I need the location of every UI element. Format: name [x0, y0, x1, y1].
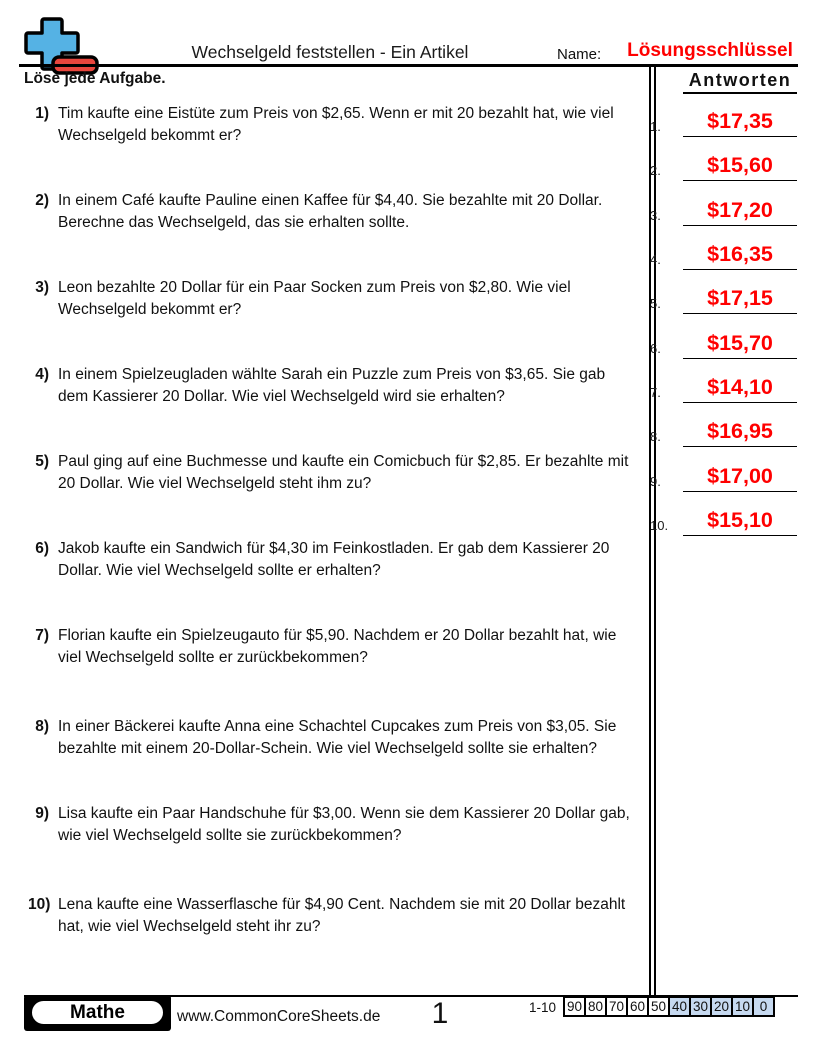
score-cell: 80 [584, 996, 607, 1017]
score-cell: 20 [710, 996, 733, 1017]
question-7 [28, 625, 640, 668]
name-label: Name: [557, 46, 602, 63]
answer-row-7 [645, 367, 800, 403]
answer-row-2 [645, 145, 800, 181]
answer-value: $15,60 [683, 153, 797, 181]
question-6 [28, 538, 640, 581]
question-1 [28, 103, 640, 146]
score-grid [563, 996, 775, 1017]
answer-row-8 [645, 411, 800, 447]
question-text: In einer Bäckerei kaufte Anna eine Schachtel Cupcakes zum Preis von $3,05. Sie bezahlte mit einem 20-Dollar-Schein. Wie viel Wechselgeld sollte sie erhalten? [58, 718, 617, 757]
question-number: 3) [35, 279, 49, 296]
answer-row-6 [645, 323, 800, 359]
answer-value: $17,00 [683, 464, 797, 492]
question-5 [28, 451, 640, 494]
question-text: Florian kaufte ein Spielzeugauto für $5,90. Nachdem er 20 Dollar bezahlt hat, wie viel Wechselgeld sollte er zurückbekommen? [58, 627, 617, 666]
answer-number: 4. [650, 252, 661, 267]
question-number: 6) [35, 540, 49, 557]
question-number: 4) [35, 366, 49, 383]
question-number: 10) [28, 896, 51, 913]
score-row-label: 1-10 [529, 1000, 557, 1015]
answer-number: 6. [650, 341, 661, 356]
answer-value: $15,10 [683, 508, 797, 536]
question-number: 1) [35, 105, 49, 122]
answers-heading: Antworten [683, 70, 797, 94]
question-text: In einem Spielzeugladen wählte Sarah ein Puzzle zum Preis von $3,65. Sie gab dem Kassierer 20 Dollar. Wie viel Wechselgeld wird sie erhalten? [58, 366, 606, 405]
answer-number: 8. [650, 429, 661, 444]
answer-row-5 [645, 278, 800, 314]
answer-row-10 [645, 500, 800, 536]
question-number: 2) [35, 192, 49, 209]
answer-number: 7. [650, 385, 661, 400]
subject-badge [24, 995, 171, 1031]
answer-value: $17,35 [683, 109, 797, 137]
website-url: www.CommonCoreSheets.de [177, 1008, 381, 1025]
question-10 [28, 894, 640, 937]
question-number: 8) [35, 718, 49, 735]
question-text: Tim kaufte eine Eistüte zum Preis von $2,65. Wenn er mit 20 bezahlt hat, wie viel Wechselgeld bekommt er? [58, 105, 614, 144]
plus-minus-logo-icon [20, 16, 102, 78]
answer-number: 10. [650, 518, 669, 533]
question-text: Paul ging auf eine Buchmesse und kaufte ein Comicbuch für $2,85. Er bezahlte mit 20 Dollar. Wie viel Wechselgeld steht ihm zu? [58, 453, 629, 492]
answer-number: 3. [650, 208, 661, 223]
question-text: Lena kaufte eine Wasserflasche für $4,90 Cent. Nachdem sie mit 20 Dollar bezahlt hat, wie viel Wechselgeld steht ihr zu? [58, 896, 626, 935]
answer-row-9 [645, 456, 800, 492]
question-number: 5) [35, 453, 49, 470]
question-2 [28, 190, 640, 233]
answer-number: 2. [650, 163, 661, 178]
answer-row-4 [645, 234, 800, 270]
question-text: Jakob kaufte ein Sandwich für $4,30 im Feinkostladen. Er gab dem Kassierer 20 Dollar. Wie viel Wechselgeld sollte er erhalten? [58, 540, 610, 579]
answer-value: $17,20 [683, 198, 797, 226]
question-number: 9) [35, 805, 49, 822]
question-number: 7) [35, 627, 49, 644]
score-cell: 50 [647, 996, 670, 1017]
question-3 [28, 277, 640, 320]
score-cell: 90 [563, 996, 586, 1017]
score-cell: 0 [752, 996, 775, 1017]
answer-value: $16,95 [683, 419, 797, 447]
answer-number: 9. [650, 474, 661, 489]
answer-value: $15,70 [683, 331, 797, 359]
answer-row-1 [645, 101, 800, 137]
score-cell: 60 [626, 996, 649, 1017]
answer-key-label: Lösungsschlüssel [627, 40, 793, 61]
question-4 [28, 364, 640, 407]
question-8 [28, 716, 640, 759]
page-title: Wechselgeld feststellen - Ein Artikel [191, 42, 469, 62]
answer-value: $17,15 [683, 286, 797, 314]
score-cell: 40 [668, 996, 691, 1017]
question-text: In einem Café kaufte Pauline einen Kaffee für $4,40. Sie bezahlte mit 20 Dollar. Berechne das Wechselgeld, das sie erhalten sollte. [58, 192, 603, 231]
page-number: 1 [431, 997, 449, 1030]
answer-number: 5. [650, 296, 661, 311]
answer-row-3 [645, 190, 800, 226]
answer-value: $14,10 [683, 375, 797, 403]
question-text: Leon bezahlte 20 Dollar für ein Paar Socken zum Preis von $2,80. Wie viel Wechselgeld bekommt er? [58, 279, 571, 318]
header-divider [19, 64, 798, 67]
subject-badge-label: Mathe [30, 999, 165, 1026]
question-text: Lisa kaufte ein Paar Handschuhe für $3,00. Wenn sie dem Kassierer 20 Dollar gab, wie viel Wechselgeld sollte sie zurückbekommen? [58, 805, 630, 844]
score-cell: 10 [731, 996, 754, 1017]
question-9 [28, 803, 640, 846]
score-cell: 70 [605, 996, 628, 1017]
answer-number: 1. [650, 119, 661, 134]
instruction-text: Löse jede Aufgabe. [24, 70, 166, 87]
score-cell: 30 [689, 996, 712, 1017]
answer-value: $16,35 [683, 242, 797, 270]
